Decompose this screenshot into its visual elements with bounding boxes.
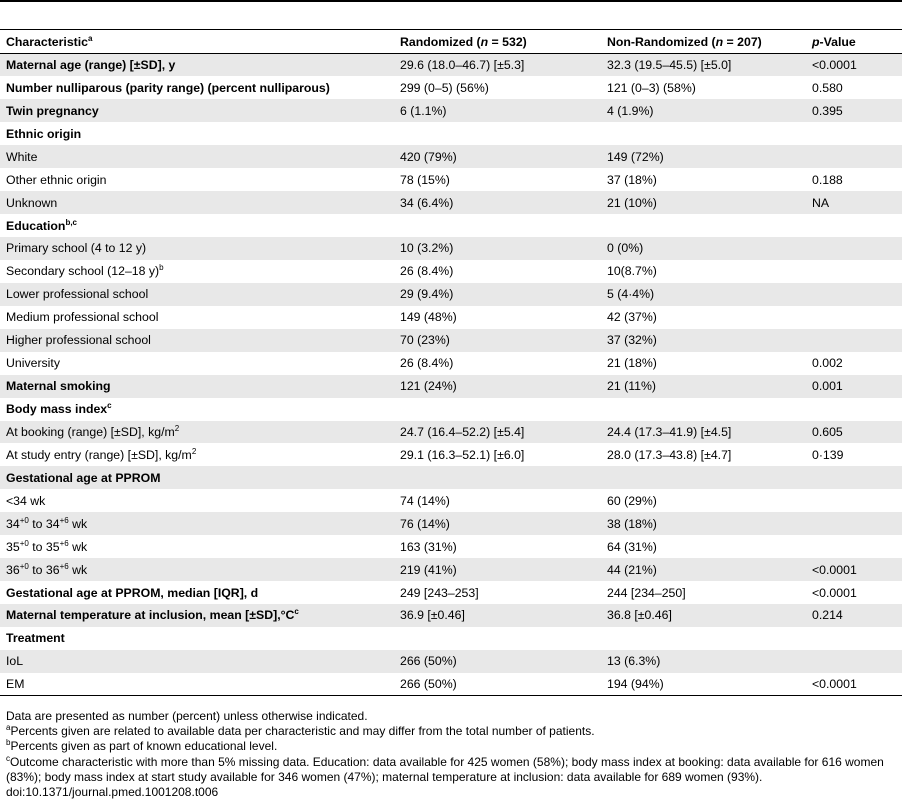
row-pvalue bbox=[806, 535, 902, 558]
row-randomized bbox=[394, 627, 601, 650]
row-randomized: 299 (0–5) (56%) bbox=[400, 80, 489, 95]
row-pvalue: 0.001 bbox=[812, 379, 843, 394]
table-body bbox=[0, 54, 902, 696]
row-characteristic: Treatment bbox=[6, 631, 65, 646]
row-nonrandomized: 13 (6.3%) bbox=[607, 654, 661, 669]
table-row bbox=[0, 352, 902, 375]
table-footnotes bbox=[6, 709, 902, 800]
row-nonrandomized: 5 (4·4%) bbox=[607, 287, 655, 302]
row-randomized: 70 (23%) bbox=[400, 333, 450, 348]
row-randomized bbox=[394, 398, 601, 421]
header-characteristic: Characteristic$^a$ bbox=[6, 33, 93, 49]
header-pvalue: p-Value bbox=[812, 34, 856, 49]
row-characteristic: $34^{+0}$ to $34^{+6}$ wk bbox=[6, 515, 88, 531]
table-row bbox=[0, 214, 902, 237]
row-randomized: 34 (6.4%) bbox=[400, 195, 454, 210]
row-nonrandomized: 37 (32%) bbox=[607, 333, 657, 348]
row-randomized bbox=[394, 122, 601, 145]
row-characteristic: Maternal smoking bbox=[6, 379, 111, 394]
row-nonrandomized: 44 (21%) bbox=[607, 562, 657, 577]
row-randomized: 266 (50%) bbox=[400, 654, 457, 669]
row-randomized: 29.6 (18.0–46.7) [±5.3] bbox=[400, 58, 525, 73]
row-randomized: 29 (9.4%) bbox=[400, 287, 454, 302]
row-randomized: 149 (48%) bbox=[400, 310, 457, 325]
table-row bbox=[0, 650, 902, 673]
header-randomized: Randomized (n = 532) bbox=[400, 34, 527, 49]
row-characteristic: Lower professional school bbox=[6, 287, 149, 302]
row-randomized: 26 (8.4%) bbox=[400, 356, 454, 371]
row-characteristic: Gestational age at PPROM, median [IQR], d bbox=[6, 585, 259, 600]
table-row bbox=[0, 421, 902, 444]
row-characteristic: Maternal age (range) [±SD], y bbox=[6, 58, 176, 73]
row-nonrandomized bbox=[601, 122, 806, 145]
characteristics-table bbox=[0, 29, 902, 696]
row-characteristic: Other ethnic origin bbox=[6, 172, 107, 187]
row-characteristic: $35^{+0}$ to $35^{+6}$ wk bbox=[6, 538, 88, 554]
row-pvalue: 0.580 bbox=[812, 80, 843, 95]
row-characteristic: Unknown bbox=[6, 195, 58, 210]
row-characteristic: At study entry (range) [±SD], $kg/m^2$ bbox=[6, 446, 197, 462]
table-row bbox=[0, 237, 902, 260]
row-characteristic: EM bbox=[6, 677, 25, 692]
row-nonrandomized: 24.4 (17.3–41.9) [±4.5] bbox=[607, 424, 732, 439]
row-nonrandomized: 37 (18%) bbox=[607, 172, 657, 187]
table-row bbox=[0, 604, 902, 627]
row-nonrandomized bbox=[601, 466, 806, 489]
row-characteristic: At booking (range) [±SD], $kg/m^2$ bbox=[6, 423, 180, 439]
row-characteristic: IoL bbox=[6, 654, 24, 669]
row-randomized: 249 [243–253] bbox=[400, 585, 479, 600]
row-randomized: 24.7 (16.4–52.2) [±5.4] bbox=[400, 424, 525, 439]
row-nonrandomized: 10(8.7%) bbox=[607, 264, 657, 279]
top-rule bbox=[0, 0, 902, 2]
row-nonrandomized: 21 (10%) bbox=[607, 195, 657, 210]
footnote: Data are presented as number (percent) unless otherwise indicated. bbox=[6, 709, 368, 723]
row-pvalue: 0.395 bbox=[812, 103, 843, 118]
row-nonrandomized: 244 [234–250] bbox=[607, 585, 686, 600]
row-randomized bbox=[394, 466, 601, 489]
row-characteristic: Primary school (4 to 12 y) bbox=[6, 241, 147, 256]
table-row bbox=[0, 489, 902, 512]
row-nonrandomized bbox=[601, 398, 806, 421]
row-characteristic: White bbox=[6, 149, 38, 164]
row-nonrandomized bbox=[601, 627, 806, 650]
row-nonrandomized: 21 (11%) bbox=[607, 379, 656, 394]
row-pvalue bbox=[806, 283, 902, 306]
row-nonrandomized: 64 (31%) bbox=[607, 539, 657, 554]
row-pvalue bbox=[806, 122, 902, 145]
row-characteristic: Ethnic origin bbox=[6, 126, 82, 141]
row-characteristic: Body mass index$^c$ bbox=[6, 400, 112, 417]
row-randomized: 76 (14%) bbox=[400, 516, 450, 531]
row-nonrandomized bbox=[601, 214, 806, 237]
row-pvalue: <0.0001 bbox=[812, 677, 857, 692]
row-pvalue bbox=[806, 650, 902, 673]
footnote: $^b$Percents given as part of known educational level. bbox=[6, 738, 278, 754]
row-pvalue: 0·139 bbox=[812, 447, 844, 462]
row-randomized: 121 (24%) bbox=[400, 379, 457, 394]
table-row bbox=[0, 512, 902, 535]
row-pvalue bbox=[806, 306, 902, 329]
row-pvalue bbox=[806, 489, 902, 512]
row-nonrandomized: 36.8 [±0.46] bbox=[607, 608, 672, 623]
table-row bbox=[0, 260, 902, 283]
row-pvalue bbox=[806, 260, 902, 283]
footnote: doi:10.1371/journal.pmed.1001208.t006 bbox=[6, 785, 219, 800]
table-row bbox=[0, 168, 902, 191]
row-nonrandomized: 21 (18%) bbox=[607, 356, 657, 371]
row-pvalue: 0.605 bbox=[812, 424, 843, 439]
row-randomized: 163 (31%) bbox=[400, 539, 457, 554]
row-pvalue: 0.188 bbox=[812, 172, 843, 187]
row-pvalue: <0.0001 bbox=[812, 562, 857, 577]
row-randomized: 26 (8.4%) bbox=[400, 264, 454, 279]
table-row bbox=[0, 535, 902, 558]
table-row bbox=[0, 673, 902, 696]
table-row bbox=[0, 145, 902, 168]
row-randomized: 29.1 (16.3–52.1) [±6.0] bbox=[400, 447, 525, 462]
table-row bbox=[0, 306, 902, 329]
row-randomized: 10 (3.2%) bbox=[400, 241, 454, 256]
row-characteristic: Number nulliparous (parity range) (percent nulliparous) bbox=[6, 80, 330, 95]
footnote: $^a$Percents given are related to available data per characteristic and may differ from the total number of patients. bbox=[6, 723, 595, 739]
row-nonrandomized: 149 (72%) bbox=[607, 149, 664, 164]
header-nonrandomized: Non-Randomized (n = 207) bbox=[607, 34, 762, 49]
row-characteristic: Maternal temperature at inclusion, mean $[\pm SD],^\circ C^c$ bbox=[6, 607, 299, 623]
row-characteristic: Gestational age at PPROM bbox=[6, 470, 161, 485]
table-row bbox=[0, 99, 902, 122]
row-pvalue bbox=[806, 214, 902, 237]
row-pvalue bbox=[806, 145, 902, 168]
row-characteristic: Higher professional school bbox=[6, 333, 151, 348]
row-randomized bbox=[394, 214, 601, 237]
table-row bbox=[0, 329, 902, 352]
row-characteristic: $36^{+0}$ to $36^{+6}$ wk bbox=[6, 561, 88, 577]
table-row bbox=[0, 443, 902, 466]
row-nonrandomized: 38 (18%) bbox=[607, 516, 657, 531]
row-pvalue bbox=[806, 627, 902, 650]
row-characteristic: Twin pregnancy bbox=[6, 103, 99, 118]
row-pvalue: 0.214 bbox=[812, 608, 843, 623]
row-nonrandomized: 4 (1.9%) bbox=[607, 103, 654, 118]
table-row bbox=[0, 122, 902, 145]
row-nonrandomized: 42 (37%) bbox=[607, 310, 657, 325]
row-nonrandomized: 194 (94%) bbox=[607, 677, 664, 692]
table-row bbox=[0, 191, 902, 214]
row-characteristic: University bbox=[6, 356, 60, 371]
table-row bbox=[0, 54, 902, 77]
footnote: $^c$Outcome characteristic with more than 5% missing data. Education: data available for 425 women (58%); body mass index at booking: data available for 616 women (83%); body mass index at start study available for 346 women (47%); maternal temperature at inclusion: data available for 689 women (93%). bbox=[6, 753, 884, 784]
row-pvalue: <0.0001 bbox=[812, 585, 857, 600]
row-nonrandomized: 60 (29%) bbox=[607, 493, 657, 508]
row-nonrandomized: 121 (0–3) (58%) bbox=[607, 80, 696, 95]
table-row bbox=[0, 76, 902, 99]
row-randomized: 74 (14%) bbox=[400, 493, 450, 508]
row-randomized: 36.9 [±0.46] bbox=[400, 608, 465, 623]
row-characteristic: <34 wk bbox=[6, 493, 46, 508]
row-pvalue bbox=[806, 237, 902, 260]
row-characteristic: Medium professional school bbox=[6, 310, 159, 325]
table-row bbox=[0, 558, 902, 581]
row-characteristic: Secondary school (12–18 y)$^b$ bbox=[6, 263, 164, 279]
row-randomized: 6 (1.1%) bbox=[400, 103, 447, 118]
row-nonrandomized: 32.3 (19.5–45.5) [±5.0] bbox=[607, 58, 732, 73]
row-pvalue bbox=[806, 512, 902, 535]
row-pvalue: 0.002 bbox=[812, 356, 843, 371]
row-pvalue: <0.0001 bbox=[812, 58, 857, 73]
row-randomized: 78 (15%) bbox=[400, 172, 450, 187]
table-row bbox=[0, 466, 902, 489]
row-randomized: 266 (50%) bbox=[400, 677, 457, 692]
row-pvalue bbox=[806, 329, 902, 352]
table-row bbox=[0, 581, 902, 604]
row-pvalue: NA bbox=[812, 195, 830, 210]
table-row bbox=[0, 283, 902, 306]
row-nonrandomized: 0 (0%) bbox=[607, 241, 644, 256]
table-row bbox=[0, 375, 902, 398]
table-row bbox=[0, 627, 902, 650]
header-row bbox=[0, 30, 902, 54]
row-nonrandomized: 28.0 (17.3–43.8) [±4.7] bbox=[607, 447, 732, 462]
row-randomized: 219 (41%) bbox=[400, 562, 457, 577]
row-pvalue bbox=[806, 398, 902, 421]
table-row bbox=[0, 398, 902, 421]
row-characteristic: Education$^{b,c}$ bbox=[6, 217, 77, 233]
row-pvalue bbox=[806, 466, 902, 489]
row-randomized: 420 (79%) bbox=[400, 149, 457, 164]
